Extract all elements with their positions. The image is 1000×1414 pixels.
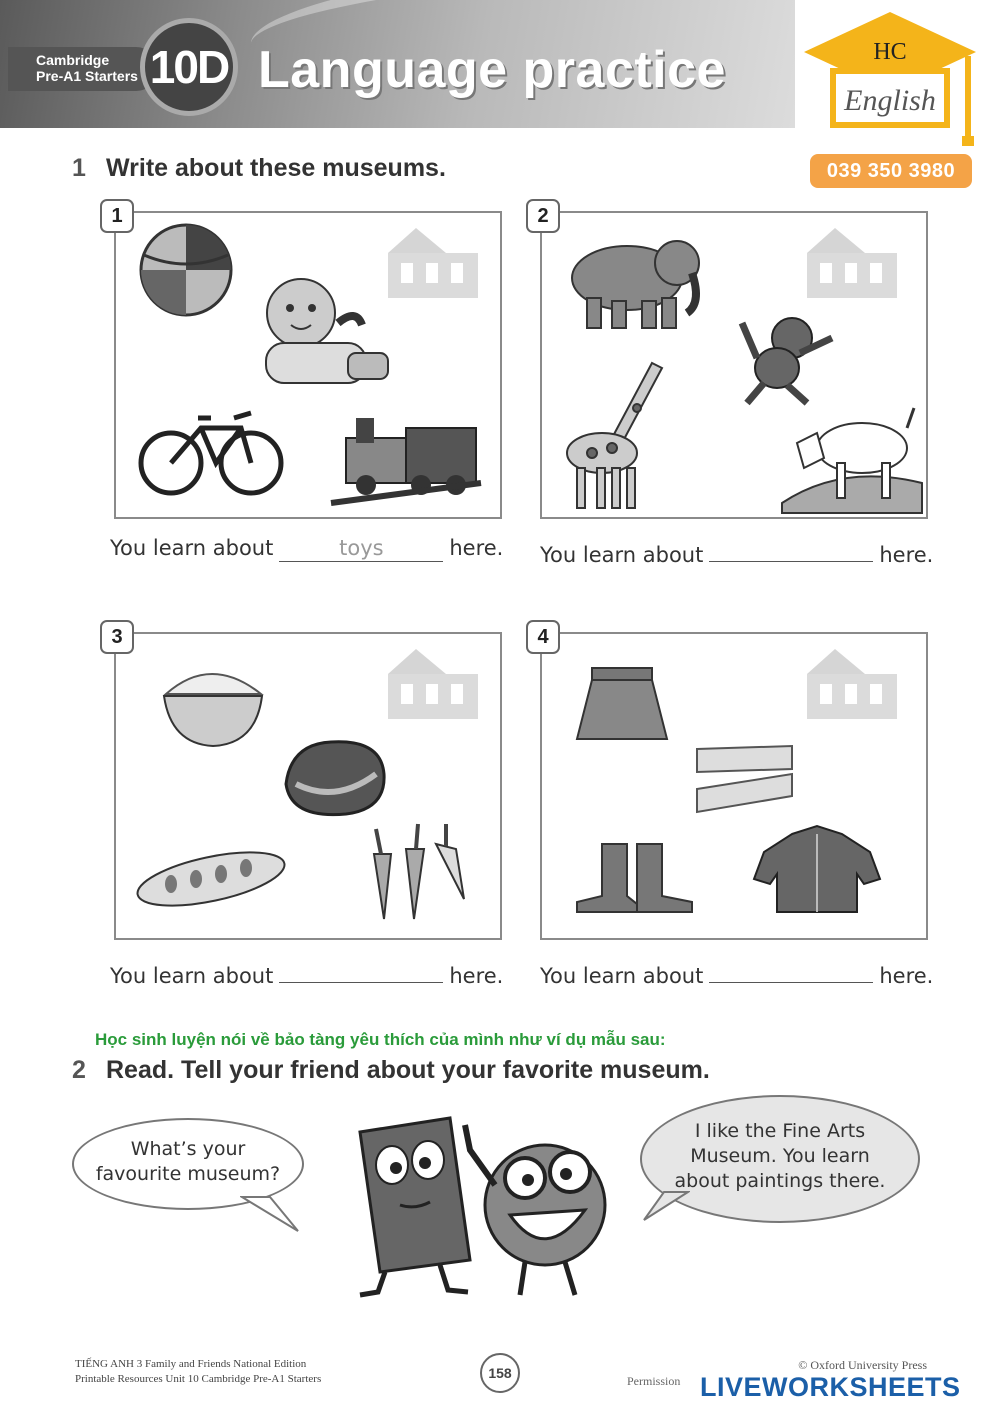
sentence-4-after: here. [879, 964, 934, 988]
sentence-4 [540, 957, 933, 988]
elephant-icon [572, 241, 699, 328]
sentence-2 [540, 536, 933, 567]
cambridge-line2: Pre-A1 Starters [36, 68, 138, 84]
museum-building-icon [388, 649, 478, 719]
monkey-icon [742, 318, 832, 403]
sentence-1 [110, 536, 503, 562]
globe-character-icon [465, 1125, 605, 1295]
bubble-right-line3: about paintings there. [674, 1170, 886, 1192]
exercise2-title-text: Read. Tell your friend about your favorite museum. [106, 1056, 710, 1084]
meat-icon [286, 742, 384, 815]
logo-hc-text: HC [873, 39, 907, 65]
sentence-2-before: You learn about [540, 543, 704, 567]
exercise2-number: 2 [72, 1056, 86, 1084]
permission-text: Permission [627, 1374, 681, 1388]
cambridge-label [8, 47, 158, 91]
exercise2-title [72, 1056, 710, 1085]
box-number-3: 3 [100, 620, 134, 654]
answer-blank-4[interactable] [709, 957, 873, 983]
liveworksheets-logo[interactable]: LIVEWORKSHEETS [700, 1372, 961, 1402]
header-banner [0, 0, 795, 128]
answer-blank-1[interactable]: toys [279, 536, 443, 562]
footer-right [798, 1357, 927, 1373]
train-icon [331, 418, 481, 503]
sentence-2-after: here. [879, 543, 934, 567]
exercise1-title-text: Write about these museums. [106, 154, 446, 182]
exercise1-number: 1 [72, 154, 86, 182]
toys-illustration [116, 213, 500, 517]
picture-box-4 [537, 626, 928, 940]
food-illustration [116, 634, 500, 938]
bubble-left-line1: What’s your [130, 1138, 246, 1160]
box-number-4: 4 [526, 620, 560, 654]
sentence-3-before: You learn about [110, 964, 274, 988]
exercise1-title [72, 154, 446, 183]
copyright-text: © Oxford University Press [798, 1358, 927, 1372]
picture-box-3 [111, 626, 502, 940]
box-number-2: 2 [526, 199, 560, 233]
museum-building-icon [388, 228, 478, 298]
rice-bowl-icon [164, 674, 262, 746]
shirt-icon [754, 826, 880, 912]
footer-left [75, 1357, 321, 1387]
bread-icon [133, 842, 289, 916]
logo-english-text: English [844, 84, 936, 117]
giraffe-icon [567, 363, 662, 508]
cartoon-characters [330, 1110, 640, 1300]
sentence-4-before: You learn about [540, 964, 704, 988]
sentence-1-after: here. [449, 536, 504, 560]
carrots-icon [374, 824, 464, 919]
bubble-right-line2: Museum. You learn [690, 1145, 870, 1167]
vietnamese-instruction: Học sinh luyện nói về bảo tàng yêu thích của mình như ví dụ mẫu sau: [95, 1030, 666, 1049]
box-number-1: 1 [100, 199, 134, 233]
ball-icon [141, 225, 231, 315]
animals-illustration [542, 213, 926, 517]
bicycle-icon [141, 413, 281, 493]
museum-building-icon [807, 228, 897, 298]
answer-blank-3[interactable] [279, 957, 443, 983]
answer-blank-2[interactable] [709, 536, 873, 562]
bubble-right-tail [640, 1190, 690, 1230]
teddy-icon [266, 279, 388, 383]
page-number: 158 [480, 1353, 520, 1393]
page-title: Language practice [258, 41, 726, 99]
museum-building-icon [807, 649, 897, 719]
bubble-left-line2: favourite museum? [95, 1163, 281, 1185]
picture-box-1 [111, 205, 502, 519]
boots-icon [577, 844, 692, 912]
phone-number: 039 350 3980 [810, 154, 972, 188]
graduation-cap-icon [800, 10, 980, 150]
unit-badge: 10D [140, 18, 238, 116]
goat-icon [782, 408, 922, 513]
skirt-icon [577, 668, 667, 739]
bubble-right-line1: I like the Fine Arts [694, 1120, 866, 1142]
sentence-1-before: You learn about [110, 536, 274, 560]
book-character-icon [360, 1118, 470, 1295]
clothes-illustration [542, 634, 926, 938]
sentence-3 [110, 957, 503, 988]
sentence-3-after: here. [449, 964, 504, 988]
scarf-icon [697, 746, 792, 812]
picture-box-2 [537, 205, 928, 519]
footer-left-line1: TIẾNG ANH 3 Family and Friends National Edition [75, 1358, 307, 1370]
footer-left-line2: Printable Resources Unit 10 Cambridge Pre-A1 Starters [75, 1373, 322, 1385]
bubble-left-tail [240, 1195, 300, 1235]
cambridge-line1: Cambridge [36, 52, 110, 68]
hc-english-logo [800, 10, 980, 150]
